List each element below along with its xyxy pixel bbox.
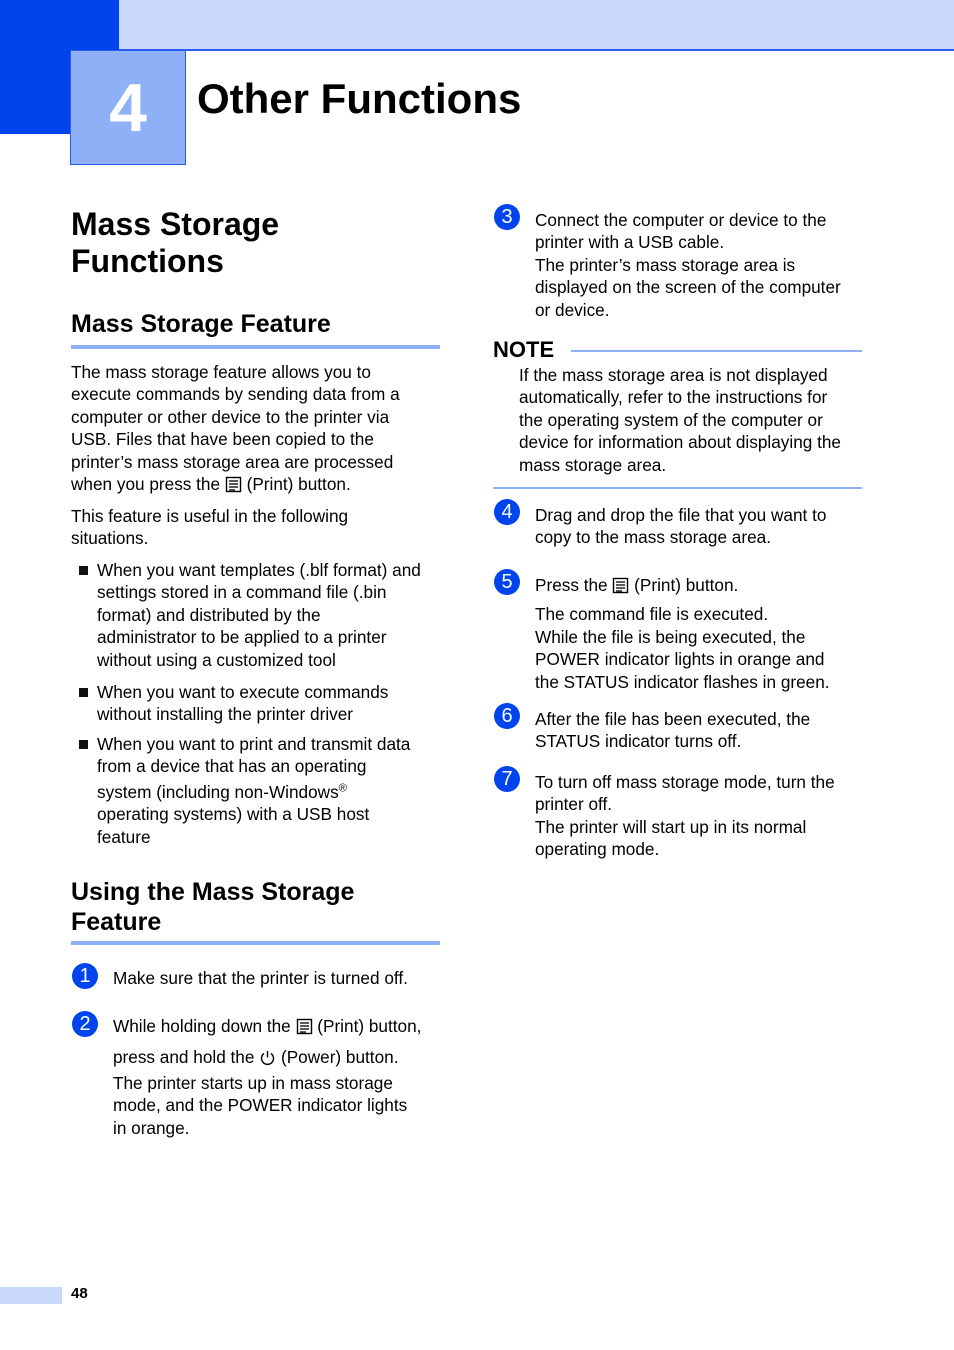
registered-mark: ® xyxy=(338,782,347,795)
feature-paragraph-2: This feature is useful in the following situations. xyxy=(71,506,349,549)
step-number-1: 1 xyxy=(72,963,98,989)
power-icon xyxy=(259,1049,276,1071)
step-number-2: 2 xyxy=(72,1011,98,1037)
step-number-4: 4 xyxy=(494,499,520,525)
step-number-5: 5 xyxy=(494,569,520,595)
print-icon xyxy=(612,577,629,599)
chapter-title: Other Functions xyxy=(197,75,522,122)
feature-heading: Mass Storage Feature xyxy=(71,310,331,338)
note-top-rule xyxy=(571,350,862,352)
using-heading: Using the Mass Storage Feature xyxy=(71,878,355,936)
print-icon xyxy=(225,476,242,498)
note-bottom-rule xyxy=(493,487,862,489)
header-band xyxy=(0,0,954,50)
list-item: When you want templates (.blf format) and settings stored in a command file (.bin format) and distributed by the administrator to be applied to a printer without using a customized tool xyxy=(97,560,421,670)
step-3-text: Connect the computer or device to the printer with a USB cable. The printer’s mass storage area is displayed on the screen of the computer or device. xyxy=(535,210,841,320)
step-7-text: To turn off mass storage mode, turn the printer off. The printer will start up in its normal operating mode. xyxy=(535,772,835,860)
note-title: NOTE xyxy=(493,337,555,362)
step-6-text: After the file has been executed, the STATUS indicator turns off. xyxy=(535,709,811,752)
feature-heading-rule xyxy=(71,345,440,349)
step-number-6: 6 xyxy=(494,703,520,729)
using-heading-rule xyxy=(71,941,440,945)
bullet-marker xyxy=(79,688,88,697)
step-number-3: 3 xyxy=(494,204,520,230)
header-rule xyxy=(119,49,954,51)
chapter-number: 4 xyxy=(70,50,186,165)
step-2-text: While holding down the (Print) button, press and hold the (Power) button. The printer starts up in mass storage mode, and the POWER indicator lights in orange. xyxy=(113,1016,422,1138)
footer-bar xyxy=(0,1287,62,1304)
feature-paragraph-1: The mass storage feature allows you to execute commands by sending data from a computer or other device to the printer via USB. Files that have been copied to the printer’s mass storage area are processed when you press the (Print) button. xyxy=(71,361,451,498)
bullet-marker xyxy=(79,566,88,575)
step-4-text: Drag and drop the file that you want to copy to the mass storage area. xyxy=(535,505,827,548)
list-item: When you want to print and transmit data from a device that has an operating system (including non-Windows® operating systems) with a USB host feature xyxy=(97,734,411,847)
step-1-text: Make sure that the printer is turned off. xyxy=(113,968,408,988)
print-icon xyxy=(296,1018,313,1040)
bullet-marker xyxy=(79,740,88,749)
step-5-text: Press the (Print) button. The command file is executed. While the file is being executed, the POWER indicator lights in orange and the STATUS indicator flashes in green. xyxy=(535,575,830,692)
list-item: When you want to execute commands without installing the printer driver xyxy=(97,682,389,725)
page-number: 48 xyxy=(71,1285,88,1302)
note-text: If the mass storage area is not displayed automatically, refer to the instructions for the operating system of the computer or device for information about displaying the mass storage area. xyxy=(519,365,841,475)
section-title: Mass Storage Functions xyxy=(71,206,280,279)
step-number-7: 7 xyxy=(494,766,520,792)
